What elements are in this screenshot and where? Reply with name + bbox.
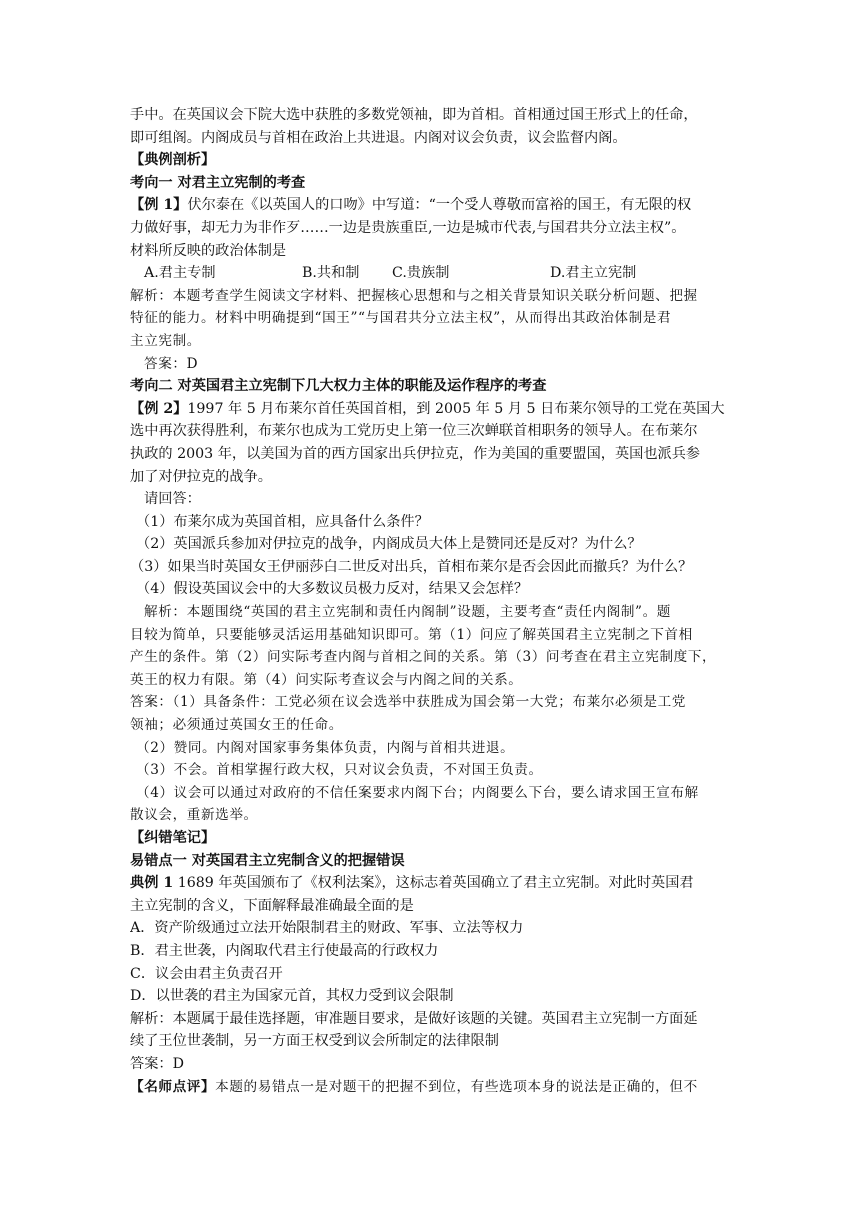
typical-example-1-line: 主立宪制的含义，下面解释最准确最全面的是 xyxy=(130,897,414,914)
typical-example-1-option: C．议会由君主负责召开 xyxy=(130,965,283,982)
example-2-question: （3）如果当时英国女王伊丽莎白二世反对出兵，首相布莱尔是否会因此而撤兵？为什么？ xyxy=(130,558,693,575)
example-1-line: 材料所反映的政治体制是 xyxy=(130,242,287,259)
example-2-answer: （2）赞同。内阁对国家事务集体负责，内阁与首相共进退。 xyxy=(136,739,515,756)
example-2-analysis: 产生的条件。第（2）问实际考查内阁与首相之间的关系。第（3）问考查在君主立宪制度下， xyxy=(130,649,717,666)
option-a: A.君主专制 xyxy=(144,265,216,282)
typical-example-1-analysis: 续了王位世袭制，另一方面王权受到议会所制定的法律限制 xyxy=(130,1033,499,1050)
example-2-analysis: 目较为简单，只要能够灵活运用基础知识即可。第（1）问应了解英国君主立宪制之下首相 xyxy=(130,626,693,643)
example-2-analysis: 英王的权力有限。第（4）问实际考查议会与内阁之间的关系。 xyxy=(130,671,523,688)
option-b: B.共和制 xyxy=(302,265,360,282)
example-2-line: 加了对伊拉克的战争。 xyxy=(130,468,272,485)
typical-example-1-option: B．君主世袭，内阁取代君主行使最高的行政权力 xyxy=(130,942,439,959)
example-1-analysis: 特征的能力。材料中明确提到“国王”“与国君共分立法主权”，从而得出其政治体制是君 xyxy=(130,310,672,327)
example-2-answer: 散议会，重新选举。 xyxy=(130,807,258,824)
typical-example-1-option: A．资产阶级通过立法开始限制君主的财政、军事、立法等权力 xyxy=(130,920,524,937)
example-2-answer: 答案：（1）具备条件：工党必须在议会选举中获胜成为国会第一大党；布莱尔必须是工党 xyxy=(130,694,687,711)
typical-example-1-label: 典例 1 xyxy=(130,875,174,892)
example-2-label: 【例 2】 xyxy=(130,400,188,417)
example-1-answer: 答案：D xyxy=(144,355,199,372)
typical-example-1-option: D．以世袭的君主为国家元首，其权力受到议会限制 xyxy=(130,988,454,1005)
example-2-answer: （4）议会可以通过对政府的不信任案要求内阁下台；内阁要么下台，要么请求国王宣布解 xyxy=(136,784,699,801)
example-1-label: 【例 1】 xyxy=(130,197,188,214)
example-2-analysis: 解析：本题围绕“英国的君主立宪制和责任内阁制”设题，主要考查“责任内阁制”。题 xyxy=(144,604,671,621)
typical-example-1-analysis: 解析：本题属于最佳选择题，审准题目要求，是做好该题的关键。英国君主立宪制一方面延 xyxy=(130,1010,698,1027)
document-body xyxy=(130,104,740,1098)
section-title-typical-examples: 【典例剖析】 xyxy=(130,152,216,169)
teacher-comment: 【名师点评】本题的易错点一是对题干的把握不到位，有些选项本身的说法是正确的，但不 xyxy=(130,1078,698,1095)
example-2-question: （1）布莱尔成为英国首相，应具备什么条件？ xyxy=(136,513,429,530)
direction-two-title: 考向二 对英国君主立宪制下几大权力主体的职能及运作程序的考查 xyxy=(130,378,547,395)
option-d: D.君主立宪制 xyxy=(550,265,637,282)
example-2-prompt: 请回答： xyxy=(144,491,201,508)
example-2-question: （2）英国派兵参加对伊拉克的战争，内阁成员大体上是赞同还是反对？为什么？ xyxy=(136,536,642,553)
intro-line: 手中。在英国议会下院大选中获胜的多数党领袖，即为首相。首相通过国王形式上的任命， xyxy=(130,107,698,123)
example-2-line: 执政的 2003 年，以美国为首的西方国家出兵伊拉克，作为美国的重要盟国，英国也派兵参 xyxy=(130,445,701,462)
typical-example-1-answer: 答案：D xyxy=(130,1055,184,1072)
example-1-line: 力做好事，却无力为非作歹……一边是贵族重臣,一边是城市代表,与国君共分立法主权”。 xyxy=(130,219,686,236)
example-2-line: 选中再次获得胜利，布莱尔也成为工党历史上第一位三次蝉联首相职务的领导人。在布莱尔 xyxy=(130,423,698,440)
section-title-error-notes: 【纠错笔记】 xyxy=(130,830,216,846)
intro-line: 即可组阁。内阁成员与首相在政治上共进退。内阁对议会负责，议会监督内阁。 xyxy=(130,129,627,146)
typical-example-1-line: 典例 1 1689 年英国颁布了《权利法案》，这标志着英国确立了君主立宪制。对此时英国君 xyxy=(130,875,694,892)
example-2-question: （4）假设英国议会中的大多数议员极力反对，结果又会怎样？ xyxy=(136,581,529,598)
teacher-comment-label: 【名师点评】 xyxy=(130,1078,216,1095)
example-1-analysis: 解析：本题考查学生阅读文字材料、把握核心思想和与之相关背景知识关联分析问题、把握 xyxy=(130,287,698,304)
example-2-line: 【例 2】1997 年 5 月布莱尔首任英国首相，到 2005 年 5 月 5 日布莱尔领导的工党在英国大 xyxy=(130,400,725,417)
example-2-answer: （3）不会。首相掌握行政大权，只对议会负责，不对国王负责。 xyxy=(136,762,543,779)
example-1-line: 【例 1】伏尔泰在《以英国人的口吻》中写道：“一个受人尊敬而富裕的国王，有无限的权 xyxy=(130,197,692,214)
direction-one-title: 考向一 对君主立宪制的考查 xyxy=(130,174,306,191)
example-2-answer: 领袖；必须通过英国女王的任命。 xyxy=(130,717,343,734)
error-point-one-title: 易错点一 对英国君主立宪制含义的把握错误 xyxy=(130,852,405,869)
example-1-analysis: 主立宪制。 xyxy=(130,332,201,349)
option-c: C.贵族制 xyxy=(392,265,450,282)
example-1-options xyxy=(130,262,740,285)
